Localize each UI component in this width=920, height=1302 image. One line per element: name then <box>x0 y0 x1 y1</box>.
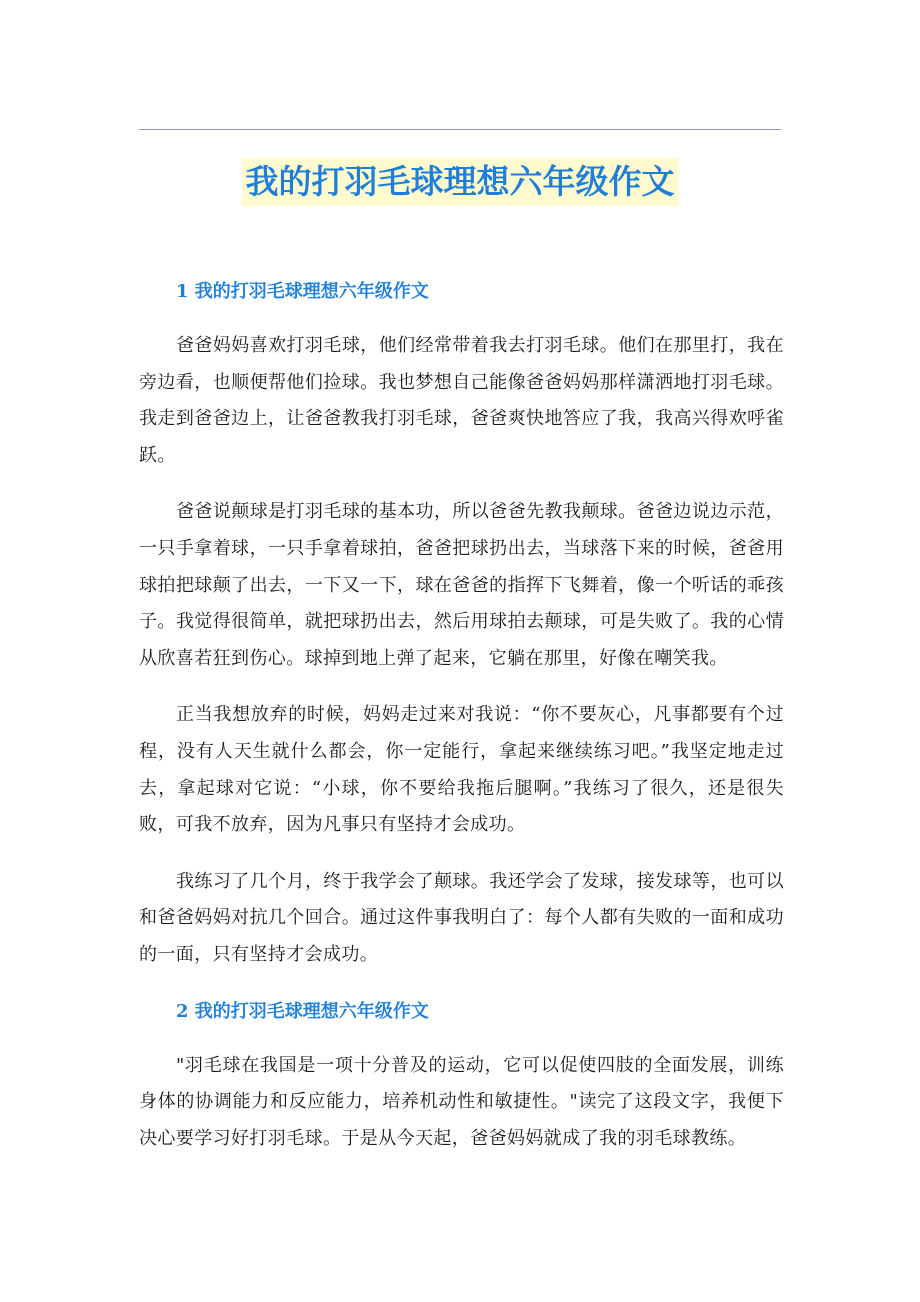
header-divider <box>139 129 781 130</box>
paragraph: 爸爸妈妈喜欢打羽毛球，他们经常带着我去打羽毛球。他们在那里打，我在旁边看，也顺便帮他们捡球。我也梦想自己能像爸爸妈妈那样潇洒地打羽毛球。我走到爸爸边上，让爸爸教我打羽毛球，爸爸爽快地答应了我，我高兴得欢呼雀跃。 <box>139 335 784 466</box>
section-heading-2: 2 我的打羽毛球理想六年级作文 <box>176 1000 429 1022</box>
paragraph: "羽毛球在我国是一项十分普及的运动，它可以促使四肢的全面发展，训练身体的协调能力和反应能力，培养机动性和敏捷性。"读完了这段文字，我便下决心要学习好打羽毛球。于是从今天起，爸爸妈妈就成了我的羽毛球教练。 <box>139 1054 784 1149</box>
paragraph: 我练习了几个月，终于我学会了颠球。我还学会了发球，接发球等，也可以和爸爸妈妈对抗几个回合。通过这件事我明白了：每个人都有失败的一面和成功的一面，只有坚持才会成功。 <box>139 870 784 965</box>
title-container <box>0 158 920 206</box>
article-body <box>139 276 784 1157</box>
page-title: 我的打羽毛球理想六年级作文 <box>242 158 679 206</box>
section-heading-1: 1 我的打羽毛球理想六年级作文 <box>176 281 429 302</box>
paragraph: 正当我想放弃的时候，妈妈走过来对我说：“你不要灰心，凡事都要有个过程，没有人天生就什么都会，你一定能行，拿起来继续练习吧。”我坚定地走过去，拿起球对它说：“小球，你不要给我拖后腿啊。”我练习了很久，还是很失败，可我不放弃，因为凡事只有坚持才会成功。 <box>139 704 784 836</box>
paragraph: 爸爸说颠球是打羽毛球的基本功，所以爸爸先教我颠球。爸爸边说边示范，一只手拿着球，一只手拿着球拍，爸爸把球扔出去，当球落下来的时候，爸爸用球拍把球颠了出去，一下又一下，球在爸爸的指挥下飞舞着，像一个听话的乖孩子。我觉得很简单，就把球扔出去，然后用球拍去颠球，可是失败了。我的心情从欣喜若狂到伤心。球掉到地上弹了起来，它躺在那里，好像在嘲笑我。 <box>139 501 784 669</box>
